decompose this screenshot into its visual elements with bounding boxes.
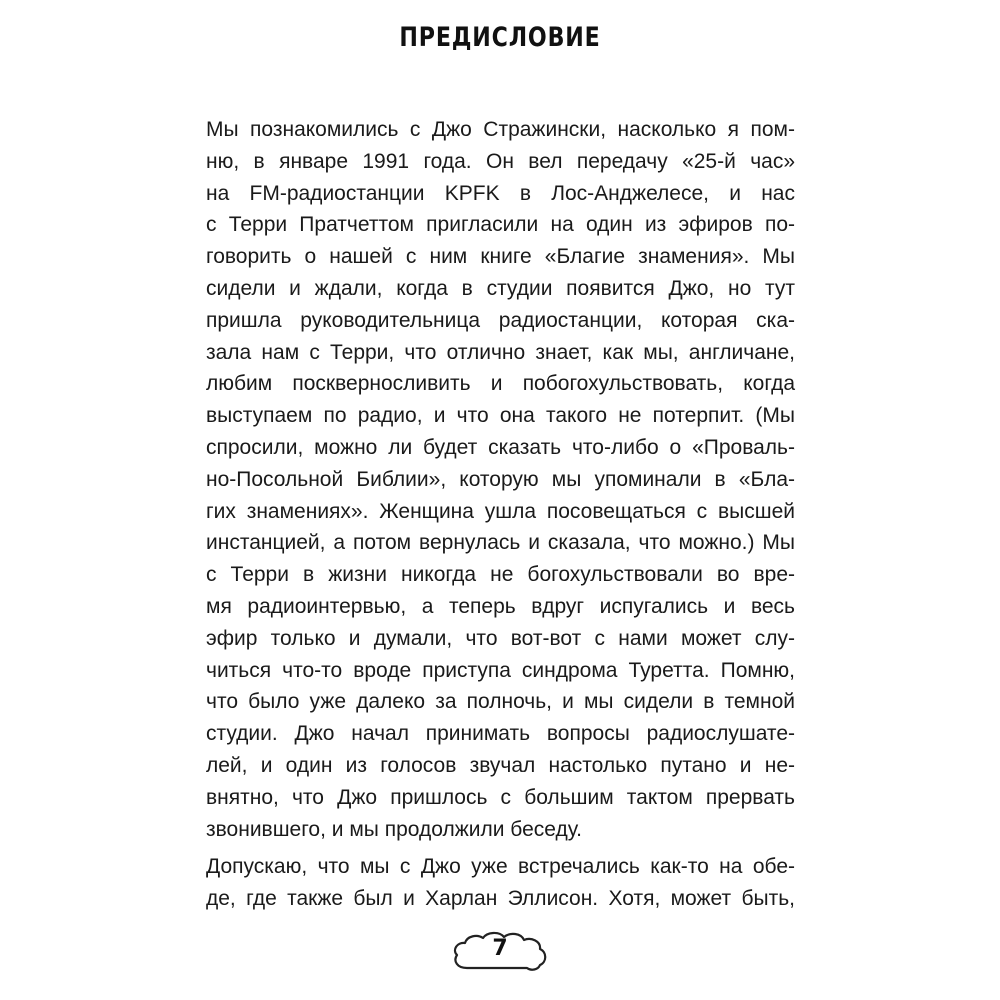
paragraph-line: сидели и ждали, когда в студии появится Джо, но тут bbox=[206, 276, 795, 300]
paragraph-line: с Терри в жизни никогда не богохульствовали во вре- bbox=[206, 563, 795, 587]
paragraph-line: звонившего, и мы продолжили беседу. bbox=[206, 817, 582, 841]
paragraph-line: мя радиоинтервью, а теперь вдруг испугались и весь bbox=[206, 594, 795, 618]
paragraph-line: зала нам с Терри, что отлично знает, как мы, англичане, bbox=[206, 340, 795, 364]
paragraph-line: с Терри Пратчеттом пригласили на один из эфиров по- bbox=[206, 213, 795, 237]
paragraph-line: говорить о нашей с ним книге «Благие знамения». Мы bbox=[206, 245, 795, 269]
paragraph-1 bbox=[206, 114, 795, 845]
paragraph-2 bbox=[206, 851, 795, 915]
paragraph-line: гих знамениях». Женщина ушла посовещаться с высшей bbox=[206, 499, 795, 523]
paragraph-line: инстанцией, а потом вернулась и сказала, что можно.) Мы bbox=[206, 531, 795, 555]
paragraph-line: но-Посольной Библии», которую мы упоминали в «Бла- bbox=[206, 467, 795, 491]
paragraph-line: выступаем по радио, и что она такого не потерпит. (Мы bbox=[206, 404, 795, 428]
paragraph-line: что было уже далеко за полночь, и мы сидели в темной bbox=[206, 690, 795, 714]
paragraph-line: на FM-радиостанции KPFK в Лос-Анджелесе, и нас bbox=[206, 181, 795, 205]
paragraph-line: Мы познакомились с Джо Стражински, насколько я пом- bbox=[206, 118, 795, 141]
page-number: 7 bbox=[492, 936, 508, 961]
paragraph-line: лей, и один из голосов звучал настолько путано и не- bbox=[206, 753, 795, 777]
paragraph-line: читься что-то вроде приступа синдрома Туретта. Помню, bbox=[206, 658, 795, 682]
paragraph-line: любим поскверносливить и побогохульствовать, когда bbox=[206, 372, 795, 396]
chapter-title: ПРЕДИСЛОВИЕ bbox=[399, 22, 601, 53]
paragraph-line: внятно, что Джо пришлось с большим тактом прервать bbox=[206, 785, 795, 809]
paragraph-line: эфир только и думали, что вот-вот с нами может слу- bbox=[206, 626, 795, 650]
paragraph-line: ню, в январе 1991 года. Он вел передачу «25-й час» bbox=[206, 149, 795, 173]
paragraph-line: Допускаю, что мы с Джо уже встречались как-то на обе- bbox=[206, 855, 795, 878]
page-number-badge bbox=[449, 928, 551, 976]
paragraph-line: студии. Джо начал принимать вопросы радиослушате- bbox=[206, 722, 795, 746]
paragraph-line: де, где также был и Харлан Эллисон. Хотя, может быть, bbox=[206, 886, 795, 910]
paragraph-line: спросили, можно ли будет сказать что-либо о «Проваль- bbox=[206, 435, 795, 459]
paragraph-line: пришла руководительница радиостанции, которая ска- bbox=[206, 308, 795, 332]
